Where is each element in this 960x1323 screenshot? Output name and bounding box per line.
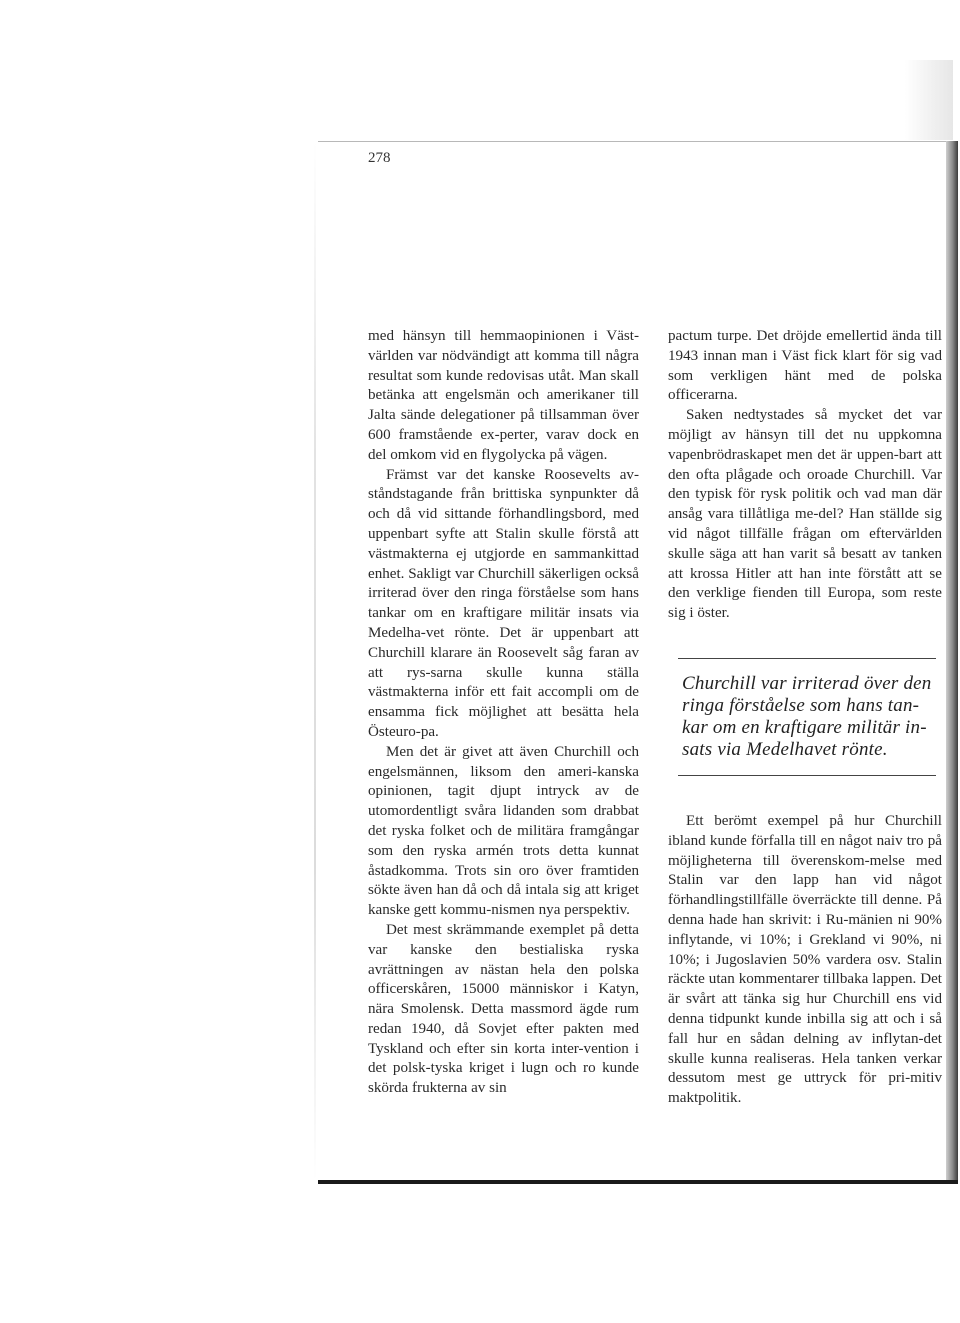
paragraph: Ett berömt exempel på hur Churchill ibland kunde förfalla till en något naiv tro på möjligheterna till överenskom-melse med Stalin var den lapp han vid något förhandlingstillfälle överräckte till denne. På denna hade han skrivit: i Ru-mänien ni 90% inflytande, vi 10%; i Grekland vi 90%, ni 10%; i Jugoslavien 50% vardera osv. Stalin räckte utan kommentarer tillbaka lappen. Det är svårt att tänka sig hur Churchill ens vid denna tidpunkt kunde inbilla sig att och i så fall hur en sådan delning av inflytan-det skulle kunna realiseras. Hela tanken verkar dessutom mest ge uttryck för pri-mitiv maktpolitik. — [668, 813, 942, 1107]
pull-quote-text: Churchill var irriterad över den ringa förståelse som hans tan-kar om en kraftigare militär in-sats via Medelhavet rönte. — [682, 673, 932, 760]
scan-page-right-edge — [946, 141, 958, 1181]
scan-page-top-edge — [318, 141, 958, 142]
right-column-top — [668, 327, 942, 624]
scan-page-left-edge — [314, 141, 316, 1181]
scan-page-bottom-edge — [318, 1180, 958, 1184]
pull-quote — [668, 658, 940, 776]
pull-quote-rule-top — [678, 658, 936, 659]
paragraph: Men det är givet att även Churchill och engelsmännen, liksom den ameri-kanska opinionen, tagit djupt intryck av de utomordentligt svåra lidanden som drabbat det ryska folket och de militära framgångar som den ryska armén trots detta kunnat åstadkomma. Trots sin oro över framtiden sökte även han då och då intala sig att kriget kanske gett kommu-nismen nya perspektiv. — [368, 743, 639, 919]
paragraph: pactum turpe. Det dröjde emellertid ända till 1943 innan man i Väst fick klart för sig vad som verkligen hänt med de polska officerarna. — [668, 328, 942, 404]
pull-quote-rule-bottom — [678, 775, 936, 776]
scan-shadow-top-right — [905, 60, 953, 140]
paragraph: Främst var det kanske Roosevelts av-ståndstagande från brittiska synpunkter då och då vid sittande förhandlingsbord, med uppenbart syfte att Stalin skulle förstå att västmakterna ej utgjorde en sammankittad enhet. Sakligt var Churchill säkerligen också irriterad över den ringa förståelse som hans tankar om en kraftigare militär insats via Medelha-vet rönte. Det är uppenbart att Churchill klarare än Roosevelt såg faran av att rys-sarna skulle kunna ställa västmakterna inför ett fait accompli om de ensamma fick möjlighet att besätta hela Östeuro-pa. — [368, 466, 639, 740]
paragraph: Saken nedtystades så mycket det var möjligt av hänsyn till det nu uppkomna vapenbrödraskapet men det är uppen-bart att den ofta plågade och oroade Churchill. Var den typisk för rysk politik och vad man där ansåg vara tillåtliga me-del? Han ställde sig vid något tillfälle frågan om eftervärlden skulle säga att han varit så besatt av tanken att krossa Hitler att han inte förstått att se den verklige fienden till Europa, som reste sig i öster. — [668, 407, 942, 622]
left-column — [368, 327, 639, 1099]
paragraph: med hänsyn till hemmaopinionen i Väst-världen var nödvändigt att komma till några resultat som kunde redovisas utåt. Man skall betänka att engelsmän och amerikaner till Jalta sände delegationer på tillsamman över 600 framstående ex-perter, varav dock en del omkom vid en flygolycka på vägen. — [368, 328, 639, 463]
paragraph: Det mest skrämmande exemplet på detta var kanske den bestialiska ryska avrättningen av nästan hela den polska officerskåren, 15000 människor i Katyn, nära Smolensk. Detta massmord ägde rum redan 1940, då Sovjet efter pakten med Tyskland och efter sin korta inter-vention i det polsk-tyska kriget i lugn och ro kunde skörda frukterna av sin — [368, 921, 639, 1097]
page-number: 278 — [368, 150, 391, 166]
right-column-bottom — [668, 812, 942, 1109]
